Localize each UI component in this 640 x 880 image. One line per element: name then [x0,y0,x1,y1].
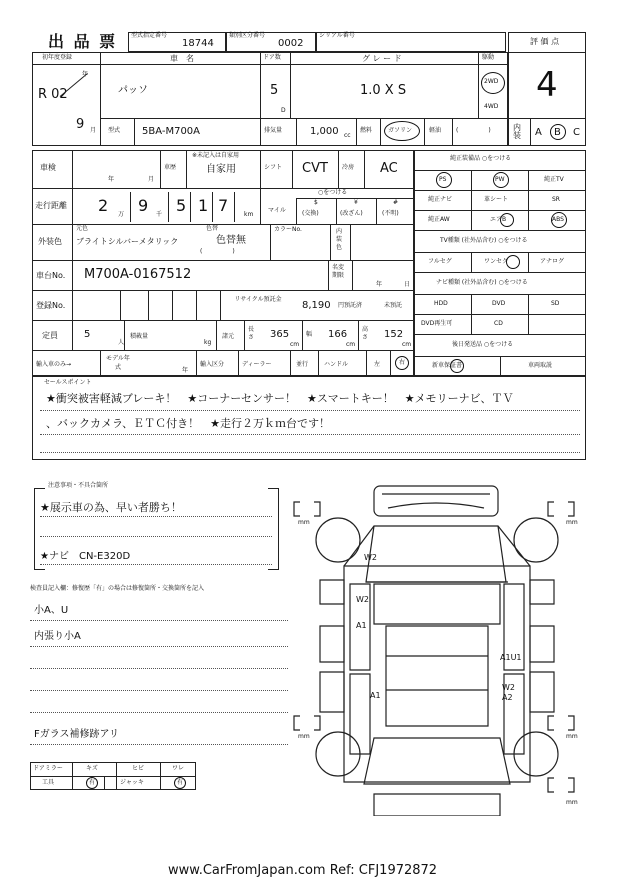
mm-fl: mm [298,519,310,526]
displacement-label: 排気量 [264,127,283,134]
legend-crack: ヒビ [132,765,145,772]
inspection-label: 車検 [40,163,56,172]
navi-item-3: DVD再生可 [421,320,453,327]
legend-jack: ジャッキ [120,779,144,786]
alter-mark: ¥ [354,199,358,206]
legend-jack-has: 有 [177,779,184,786]
car-name-label: 車 名 [170,54,194,63]
load-label: 積載量 [130,333,149,340]
equip-item-8: ABS [552,216,564,223]
legend-dent: ワレ [172,765,185,772]
mile-label: マイル [268,207,286,214]
handle-right: 右 [399,359,406,366]
door-label: ドア数 [263,54,281,61]
grade-value: 1.0 X S [360,83,407,98]
mileage-d5: 7 [218,196,229,215]
legend-scratch: キズ [86,765,98,772]
mileage-circle-note: ○をつける [318,189,348,196]
interior-grade-c: C [573,127,580,138]
dmg-w2-c: W2 [502,683,515,692]
color-change-label: 色替 [206,225,219,232]
usage-value: 自家用 [206,164,236,175]
chassis-value: M700A-0167512 [84,267,192,282]
equip-item-6: 純正AW [428,216,450,223]
reg-era: R 02 [38,87,68,102]
equip-item-3: 純正ナビ [428,196,453,203]
interior-grade-b: B [554,127,561,138]
tv-item-2: アナログ [540,258,565,265]
mileage-u2: 千 [156,211,163,218]
ac-label: 冷房 [342,164,355,171]
mileage-d4: 1 [198,196,209,215]
shift-label: シフト [264,164,283,171]
equip-item-5: SR [552,196,560,203]
model-year-unit: 年 [182,367,189,374]
inspector-line-2: 内張り小A [34,631,81,642]
inspector-line-1: 小A、U [34,605,69,616]
displacement-value: 1,000 [310,126,339,137]
doors-value: 5 [270,83,279,98]
car-damage-diagram [290,476,590,816]
recycle-value: 8,190 [302,300,331,311]
usage-label: 車歴 [164,164,177,171]
equip-item-0: PS [439,176,447,183]
later-item-1: 車両取説 [528,362,553,369]
later-item-0: 新車保証書 [432,362,463,369]
dollar-note: (交換) [302,210,319,217]
notes-line-1: ★展示車の為、早い者勝ち！ [40,501,182,514]
grade-label: グ レ ー ド [362,54,402,63]
tv-item-1: ワンセグ [484,258,509,265]
interior-grade-a: A [535,127,542,138]
sales-label: セールスポイント [44,379,92,386]
tv-oneseg-circle [506,255,520,269]
handle-label: ハンドル [324,361,349,368]
color-label: 外装色 [38,237,62,246]
model-label: 型式 [108,127,121,134]
capacity-unit: 人 [118,339,125,346]
drive-2wd: 2WD [484,78,499,85]
dmg-a1u1: A1U1 [500,653,522,662]
footer-watermark: www.CarFromJapan.com Ref: CFJ1972872 [168,863,438,878]
score-value: 4 [536,65,558,105]
length-label: 長さ [248,326,255,341]
color-bracket: ( ) [200,248,235,255]
mileage-d2: 9 [138,196,149,215]
length-value: 365 [270,329,290,340]
dmg-w2-b: W2 [356,595,369,604]
mileage-d1: 2 [98,196,109,215]
reg-month: 9 [76,117,85,132]
equip-item-7: エアB [490,216,507,223]
usage-note: ※未記入は自家用 [192,152,240,159]
dmg-a1-a: A1 [356,621,367,630]
mm-fr: mm [566,519,578,526]
name-change-day: 日 [404,281,411,288]
import-parallel: 並行 [296,361,309,368]
class-value: 0002 [278,38,304,49]
legend-tools-has: 有 [89,779,96,786]
mileage-d3: 5 [176,196,187,215]
diesel-label: 軽油 [429,127,442,134]
mileage-label: 走行距離 [35,201,67,210]
navi-item-4: CD [494,320,503,327]
notes-label: 注意事項・不具合箇所 [48,482,109,489]
interior-color-label: 内装色 [336,228,343,251]
cc-unit: cc [344,132,351,139]
mm-spare: mm [566,799,578,806]
load-kg: kg [204,339,212,346]
inspection-month-unit: 月 [148,176,155,183]
inspector-line-3: Fガラス補修跡アリ [34,729,120,740]
doors-d: D [281,107,286,114]
navi-item-0: HDD [434,300,448,307]
color-no-label: カラーNo. [274,226,302,233]
navi-item-2: SD [551,300,560,307]
reg-month-unit: 月 [90,127,97,134]
width-value: 166 [328,329,348,340]
model-value: 5BA-M700A [142,126,201,137]
dmg-a2: A2 [502,693,513,702]
mileage-u1: 万 [118,211,125,218]
interior-label: 内装 [513,123,521,140]
equip-item-2: 純正TV [544,176,564,183]
chassis-label: 車台No. [36,271,66,280]
class-label: 類別区分番号 [229,32,266,39]
dims-label: 諸元 [222,333,235,340]
dmg-w2-a: W2 [364,553,377,562]
import-class-label: 輸入区分 [200,361,225,368]
recycle-unpaid: 未預託 [384,302,403,309]
dollar-sign: $ [314,199,318,206]
fuel-label: 燃料 [360,127,373,134]
sales-line-1: ★衝突被害軽減ブレーキ！ ★コーナーセンサー！ ★スマートキー！ ★メモリーナビ、ＴＶ [46,392,514,405]
reg-year-unit: 年 [82,71,89,78]
width-label: 幅 [306,331,313,338]
model-cert-value: 18744 [182,38,214,49]
reg-year-label: 初年度登録 [42,54,73,61]
name-change-label: 名変期限 [332,264,345,279]
length-cm: cm [290,341,300,348]
height-label: 高さ [362,326,369,341]
diesel-bracket: ( ) [456,127,491,134]
recycle-unit: 円預託済 [338,302,363,309]
serial-label: シリアル番号 [319,32,355,39]
mm-rl: mm [298,733,310,740]
legend-mirror: ドアミラー [33,765,63,772]
sales-line-2: 、バックカメラ、ＥＴＣ付き！ ★走行２万ｋｍ台です！ [46,417,330,430]
navi-item-1: DVD [492,300,506,307]
handle-left: 左 [374,361,381,368]
capacity-value: 5 [84,329,91,340]
form-title: 出 品 票 [48,32,118,51]
score-label: 評 価 点 [530,37,560,46]
drive-label: 駆動 [482,54,495,61]
color-change-value: 色替無 [216,235,246,246]
equipment-title: 純正装備品 ○をつける [450,155,512,162]
mileage-unit: km [244,211,254,218]
notes-line-2: ★ナビ CN-E320D [40,551,131,562]
alter-note: (改ざん) [340,210,363,217]
height-value: 152 [384,329,404,340]
mm-rr: mm [566,733,578,740]
model-cert-label: 型式指定番号 [131,32,168,39]
import-route-label: 輸入車のみ→ [36,361,72,368]
car-name-value: パッソ [118,85,148,96]
registration-label: 登録No. [36,301,66,310]
equip-item-1: PW [495,176,505,183]
drive-4wd: 4WD [484,103,499,110]
dmg-a1-b: A1 [370,691,381,700]
legend-tools: 工具 [42,779,55,786]
details-block [32,150,414,376]
height-cm: cm [402,341,412,348]
orig-color-label: 元色 [76,225,89,232]
hash-note: (不明) [382,210,399,217]
equip-item-4: 革シート [484,196,509,203]
fuel-value: ガソリン [388,127,413,134]
name-change-year: 年 [376,281,383,288]
model-year-label: モデル年式 [106,355,130,371]
width-cm: cm [346,341,356,348]
orig-color-value: ブライトシルバーメタリック [76,237,179,246]
shift-value: CVT [302,161,328,176]
ac-value: AC [380,161,398,176]
navi-title: ナビ種類 (社外品含む) ○をつける [436,279,528,286]
import-dealer: ディーラー [242,361,272,368]
inspection-year-unit: 年 [108,176,115,183]
tv-item-0: フルセグ [428,258,452,265]
capacity-label: 定員 [42,331,58,340]
tv-title: TV種類 (社外品含む) ○をつける [440,237,528,244]
inspector-label: 検査員記入欄：修復歴「有」の場合は修復箇所・交換箇所を記入 [30,585,205,592]
hash-mark: # [393,199,399,206]
recycle-label: リサイクル預託金 [234,296,282,303]
later-title: 後日発送品 ○をつける [452,341,514,348]
